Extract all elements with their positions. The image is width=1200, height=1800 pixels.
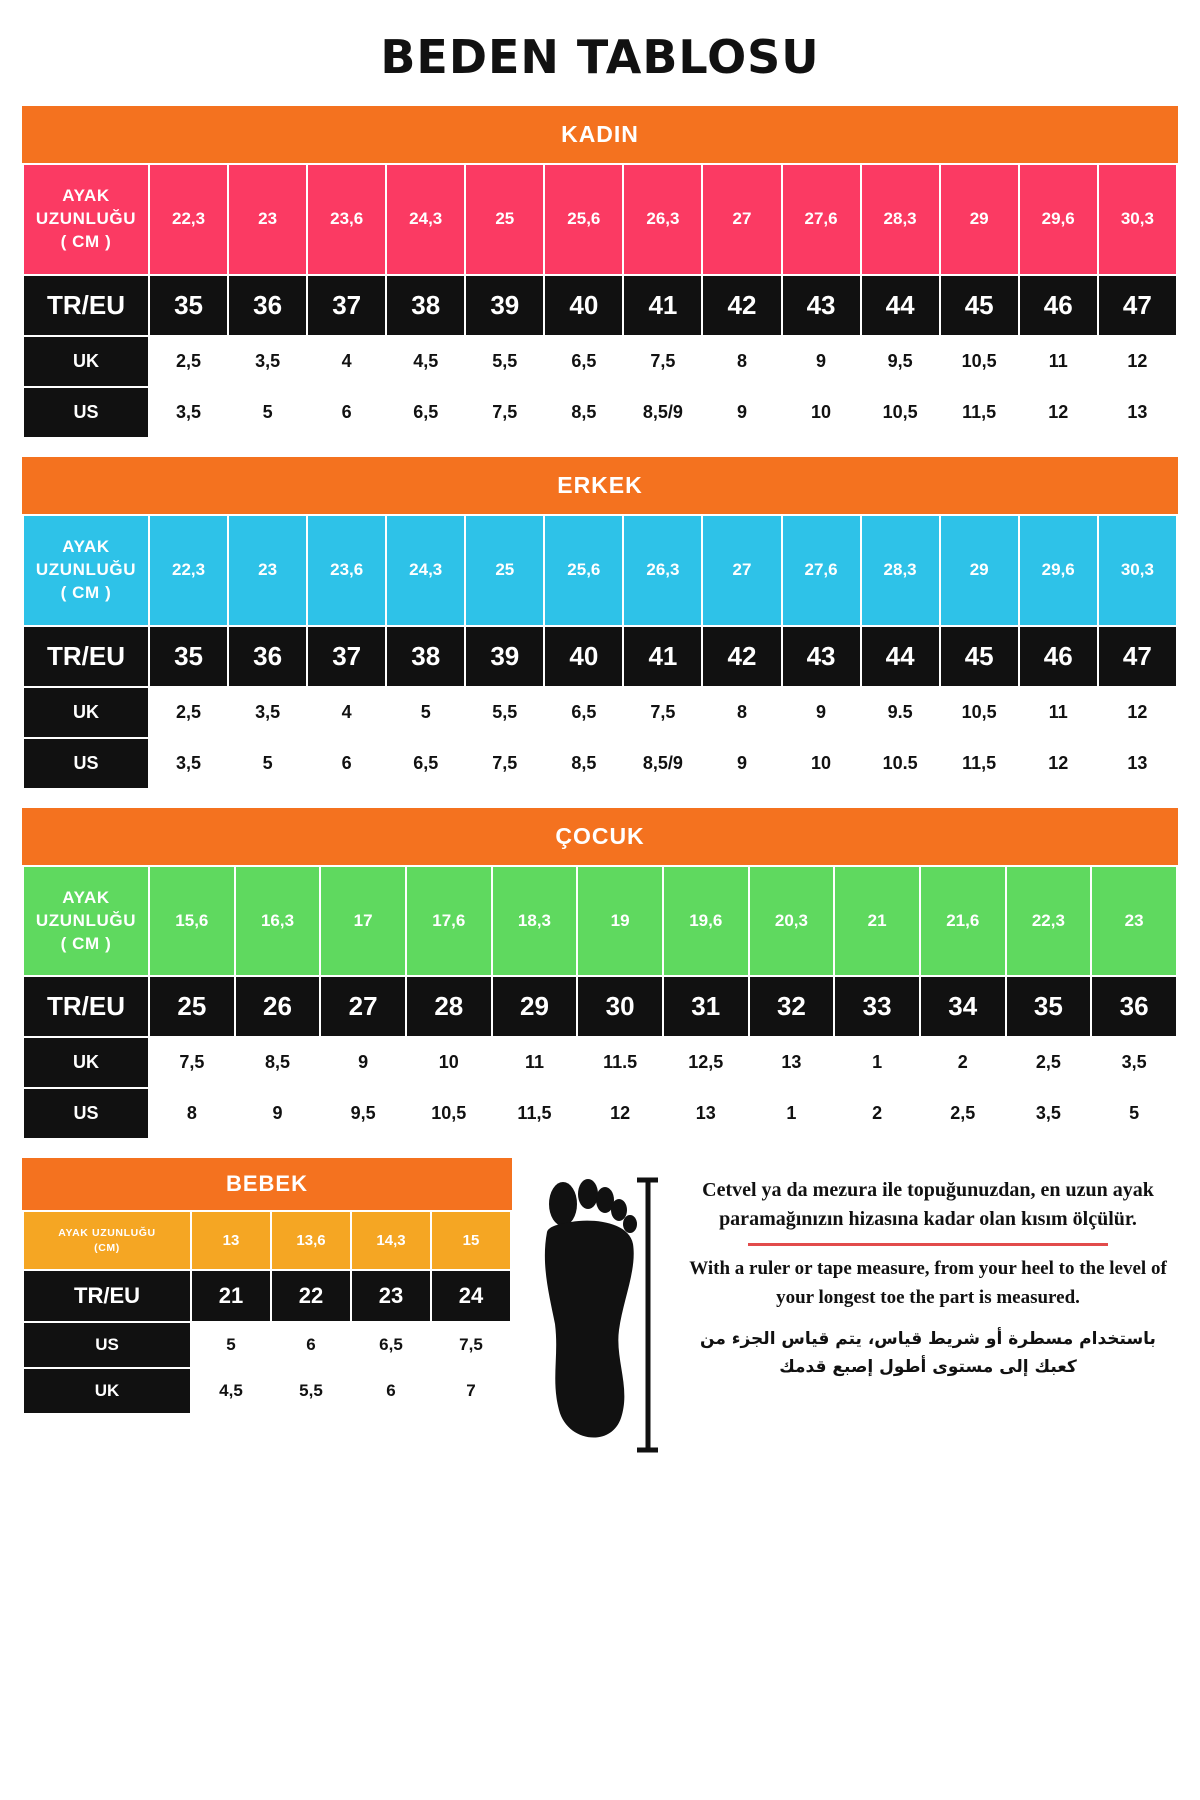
cell-cm: 23 — [1091, 866, 1177, 977]
section-title-kadin: KADIN — [22, 106, 1178, 163]
table-row-uk — [23, 1368, 511, 1414]
cell-us: 5 — [1091, 1088, 1177, 1139]
cell-uk: 9 — [782, 336, 861, 387]
cell-us: 9 — [702, 387, 781, 438]
cell-us: 8,5 — [544, 387, 623, 438]
cell-uk: 4 — [307, 336, 386, 387]
cell-us: 6,5 — [386, 387, 465, 438]
cell-cm: 30,3 — [1098, 164, 1177, 275]
cell-uk: 4,5 — [191, 1368, 271, 1414]
cell-tr-eu: 28 — [406, 976, 492, 1037]
cell-cm: 13,6 — [271, 1211, 351, 1269]
cell-cm: 26,3 — [623, 515, 702, 626]
cell-tr-eu: 37 — [307, 275, 386, 336]
cell-uk: 1 — [834, 1037, 920, 1088]
cell-us: 6 — [307, 738, 386, 789]
cell-uk: 7,5 — [623, 687, 702, 738]
cell-us: 13 — [1098, 738, 1177, 789]
row-label-uk: UK — [23, 336, 149, 387]
cell-us: 7,5 — [465, 387, 544, 438]
cell-us: 11,5 — [940, 387, 1019, 438]
cell-cm: 28,3 — [861, 164, 940, 275]
cell-tr-eu: 36 — [228, 275, 307, 336]
cell-tr-eu: 45 — [940, 626, 1019, 687]
table-row-uk — [23, 336, 1177, 387]
cell-cm: 13 — [191, 1211, 271, 1269]
cell-us: 2,5 — [920, 1088, 1006, 1139]
cell-tr-eu: 40 — [544, 626, 623, 687]
cell-cm: 29,6 — [1019, 515, 1098, 626]
cell-cm: 16,3 — [235, 866, 321, 977]
cell-cm: 15,6 — [149, 866, 235, 977]
cell-uk: 11 — [1019, 336, 1098, 387]
cell-cm: 27 — [702, 164, 781, 275]
table-row-cm — [23, 164, 1177, 275]
cell-uk: 2,5 — [1006, 1037, 1092, 1088]
cell-cm: 22,3 — [149, 164, 228, 275]
cell-tr-eu: 45 — [940, 275, 1019, 336]
table-row-tr-eu — [23, 275, 1177, 336]
cell-uk: 7,5 — [149, 1037, 235, 1088]
cell-tr-eu: 41 — [623, 275, 702, 336]
section-title-bebek: BEBEK — [22, 1158, 512, 1210]
bottom-area — [22, 1158, 1178, 1464]
measurement-instructions — [678, 1158, 1178, 1380]
cell-uk: 4,5 — [386, 336, 465, 387]
cell-us: 5 — [228, 387, 307, 438]
cell-cm: 18,3 — [492, 866, 578, 977]
cell-tr-eu: 46 — [1019, 275, 1098, 336]
cell-us: 13 — [663, 1088, 749, 1139]
row-label-uk: UK — [23, 1368, 191, 1414]
instruction-turkish: Cetvel ya da mezura ile topuğunuzdan, en uzun ayak paramağınızın hizasına kadar olan kısım ölçülür. — [702, 1179, 1154, 1231]
instruction-arabic: باستخدام مسطرة أو شريط قياس، يتم قياس الجزء من كعبك إلى مستوى أطول إصبع قدمك — [700, 1329, 1156, 1377]
cell-tr-eu: 21 — [191, 1270, 271, 1322]
cell-tr-eu: 46 — [1019, 626, 1098, 687]
row-label-uk: UK — [23, 687, 149, 738]
cell-tr-eu: 42 — [702, 275, 781, 336]
cell-cm: 19,6 — [663, 866, 749, 977]
cell-tr-eu: 32 — [749, 976, 835, 1037]
cell-cm: 15 — [431, 1211, 511, 1269]
cell-us: 6 — [271, 1322, 351, 1368]
size-table-erkek — [22, 514, 1178, 790]
cell-tr-eu: 29 — [492, 976, 578, 1037]
cell-uk: 5,5 — [465, 687, 544, 738]
cell-us: 3,5 — [149, 738, 228, 789]
cell-cm: 23 — [228, 515, 307, 626]
cell-uk: 12,5 — [663, 1037, 749, 1088]
cell-tr-eu: 22 — [271, 1270, 351, 1322]
cell-us: 3,5 — [149, 387, 228, 438]
table-row-tr-eu — [23, 976, 1177, 1037]
cell-cm: 23 — [228, 164, 307, 275]
cell-cm: 22,3 — [149, 515, 228, 626]
size-table-cocuk — [22, 865, 1178, 1141]
cell-tr-eu: 43 — [782, 626, 861, 687]
foot-measure-illustration — [530, 1158, 660, 1464]
cell-cm: 25,6 — [544, 164, 623, 275]
cell-us: 12 — [1019, 738, 1098, 789]
cell-cm: 29 — [940, 515, 1019, 626]
cell-tr-eu: 25 — [149, 976, 235, 1037]
cell-cm: 30,3 — [1098, 515, 1177, 626]
table-row-uk — [23, 687, 1177, 738]
cell-cm: 29,6 — [1019, 164, 1098, 275]
cell-uk: 2,5 — [149, 336, 228, 387]
cell-uk: 5,5 — [465, 336, 544, 387]
size-table-kadin — [22, 163, 1178, 439]
cell-cm: 28,3 — [861, 515, 940, 626]
cell-cm: 20,3 — [749, 866, 835, 977]
cell-us: 12 — [1019, 387, 1098, 438]
cell-cm: 24,3 — [386, 164, 465, 275]
table-row-cm — [23, 1211, 511, 1269]
cell-cm: 21,6 — [920, 866, 1006, 977]
cell-uk: 7 — [431, 1368, 511, 1414]
cell-us: 10 — [782, 387, 861, 438]
cell-tr-eu: 35 — [1006, 976, 1092, 1037]
cell-cm: 23,6 — [307, 515, 386, 626]
cell-tr-eu: 26 — [235, 976, 321, 1037]
cell-cm: 25,6 — [544, 515, 623, 626]
cell-uk: 6,5 — [544, 336, 623, 387]
cell-uk: 4 — [307, 687, 386, 738]
row-label-tr-eu: TR/EU — [23, 1270, 191, 1322]
cell-uk: 8 — [702, 687, 781, 738]
cell-uk: 11 — [1019, 687, 1098, 738]
cell-uk: 13 — [749, 1037, 835, 1088]
row-label-cm: AYAK UZUNLUĞU (CM) — [23, 1211, 191, 1269]
cell-tr-eu: 27 — [320, 976, 406, 1037]
divider — [748, 1243, 1108, 1246]
size-table-bebek — [22, 1210, 512, 1414]
cell-cm: 27,6 — [782, 164, 861, 275]
table-row-us — [23, 387, 1177, 438]
cell-uk: 7,5 — [623, 336, 702, 387]
cell-tr-eu: 39 — [465, 626, 544, 687]
cell-tr-eu: 44 — [861, 275, 940, 336]
cell-tr-eu: 34 — [920, 976, 1006, 1037]
cell-cm: 29 — [940, 164, 1019, 275]
cell-us: 8,5/9 — [623, 387, 702, 438]
cell-tr-eu: 47 — [1098, 626, 1177, 687]
cell-uk: 5 — [386, 687, 465, 738]
row-label-tr-eu: TR/EU — [23, 976, 149, 1037]
cell-us: 8,5/9 — [623, 738, 702, 789]
row-label-cm: AYAK UZUNLUĞU ( CM ) — [23, 515, 149, 626]
cell-us: 1 — [749, 1088, 835, 1139]
cell-us: 6,5 — [386, 738, 465, 789]
cell-cm: 26,3 — [623, 164, 702, 275]
table-row-cm — [23, 866, 1177, 977]
cell-uk: 3,5 — [1091, 1037, 1177, 1088]
cell-us: 10 — [782, 738, 861, 789]
cell-us: 13 — [1098, 387, 1177, 438]
instruction-english: With a ruler or tape measure, from your heel to the level of your longest toe the part is measured. — [689, 1258, 1167, 1308]
footprint-icon — [533, 1174, 658, 1464]
cell-us: 10.5 — [861, 738, 940, 789]
section-erkek — [22, 457, 1178, 790]
cell-uk: 8 — [702, 336, 781, 387]
section-cocuk — [22, 808, 1178, 1141]
cell-cm: 23,6 — [307, 164, 386, 275]
cell-cm: 25 — [465, 164, 544, 275]
cell-us: 6,5 — [351, 1322, 431, 1368]
section-bebek — [22, 1158, 512, 1414]
section-title-erkek: ERKEK — [22, 457, 1178, 514]
cell-tr-eu: 44 — [861, 626, 940, 687]
row-label-uk: UK — [23, 1037, 149, 1088]
cell-cm: 14,3 — [351, 1211, 431, 1269]
cell-us: 9,5 — [320, 1088, 406, 1139]
cell-tr-eu: 35 — [149, 275, 228, 336]
cell-uk: 10,5 — [940, 687, 1019, 738]
page-title: BEDEN TABLOSU — [380, 30, 820, 84]
cell-cm: 17 — [320, 866, 406, 977]
row-label-us: US — [23, 738, 149, 789]
cell-us: 7,5 — [465, 738, 544, 789]
cell-us: 10,5 — [861, 387, 940, 438]
cell-tr-eu: 35 — [149, 626, 228, 687]
cell-tr-eu: 41 — [623, 626, 702, 687]
row-label-cm: AYAK UZUNLUĞU ( CM ) — [23, 164, 149, 275]
cell-us: 8,5 — [544, 738, 623, 789]
row-label-tr-eu: TR/EU — [23, 626, 149, 687]
cell-uk: 5,5 — [271, 1368, 351, 1414]
row-label-tr-eu: TR/EU — [23, 275, 149, 336]
cell-us: 9 — [235, 1088, 321, 1139]
table-row-us — [23, 1088, 1177, 1139]
cell-tr-eu: 33 — [834, 976, 920, 1037]
cell-cm: 24,3 — [386, 515, 465, 626]
cell-uk: 9.5 — [861, 687, 940, 738]
section-kadin — [22, 106, 1178, 439]
cell-uk: 8,5 — [235, 1037, 321, 1088]
cell-uk: 10 — [406, 1037, 492, 1088]
cell-uk: 6 — [351, 1368, 431, 1414]
cell-tr-eu: 36 — [1091, 976, 1177, 1037]
cell-uk: 11.5 — [577, 1037, 663, 1088]
cell-tr-eu: 38 — [386, 275, 465, 336]
row-label-us: US — [23, 1322, 191, 1368]
cell-uk: 9 — [782, 687, 861, 738]
table-row-cm — [23, 515, 1177, 626]
cell-tr-eu: 23 — [351, 1270, 431, 1322]
row-label-us: US — [23, 1088, 149, 1139]
cell-tr-eu: 42 — [702, 626, 781, 687]
cell-us: 5 — [228, 738, 307, 789]
cell-tr-eu: 24 — [431, 1270, 511, 1322]
cell-uk: 12 — [1098, 336, 1177, 387]
cell-us: 8 — [149, 1088, 235, 1139]
cell-us: 10,5 — [406, 1088, 492, 1139]
cell-cm: 17,6 — [406, 866, 492, 977]
cell-uk: 11 — [492, 1037, 578, 1088]
cell-us: 11,5 — [492, 1088, 578, 1139]
table-row-tr-eu — [23, 1270, 511, 1322]
cell-uk: 6,5 — [544, 687, 623, 738]
cell-uk: 9 — [320, 1037, 406, 1088]
cell-cm: 25 — [465, 515, 544, 626]
cell-uk: 2,5 — [149, 687, 228, 738]
cell-uk: 12 — [1098, 687, 1177, 738]
table-row-us — [23, 738, 1177, 789]
cell-tr-eu: 36 — [228, 626, 307, 687]
cell-us: 2 — [834, 1088, 920, 1139]
cell-cm: 21 — [834, 866, 920, 977]
cell-uk: 2 — [920, 1037, 1006, 1088]
cell-tr-eu: 39 — [465, 275, 544, 336]
table-row-tr-eu — [23, 626, 1177, 687]
cell-us: 9 — [702, 738, 781, 789]
cell-uk: 10,5 — [940, 336, 1019, 387]
cell-us: 11,5 — [940, 738, 1019, 789]
cell-tr-eu: 30 — [577, 976, 663, 1037]
row-label-cm: AYAK UZUNLUĞU ( CM ) — [23, 866, 149, 977]
cell-us: 7,5 — [431, 1322, 511, 1368]
cell-uk: 3,5 — [228, 687, 307, 738]
cell-us: 3,5 — [1006, 1088, 1092, 1139]
row-label-us: US — [23, 387, 149, 438]
cell-tr-eu: 43 — [782, 275, 861, 336]
cell-tr-eu: 38 — [386, 626, 465, 687]
cell-tr-eu: 40 — [544, 275, 623, 336]
cell-tr-eu: 31 — [663, 976, 749, 1037]
cell-cm: 22,3 — [1006, 866, 1092, 977]
table-row-uk — [23, 1037, 1177, 1088]
table-row-us — [23, 1322, 511, 1368]
cell-cm: 27,6 — [782, 515, 861, 626]
cell-us: 12 — [577, 1088, 663, 1139]
cell-cm: 27 — [702, 515, 781, 626]
cell-uk: 3,5 — [228, 336, 307, 387]
cell-cm: 19 — [577, 866, 663, 977]
cell-uk: 9,5 — [861, 336, 940, 387]
section-title-cocuk: ÇOCUK — [22, 808, 1178, 865]
cell-us: 5 — [191, 1322, 271, 1368]
cell-tr-eu: 37 — [307, 626, 386, 687]
cell-us: 6 — [307, 387, 386, 438]
cell-tr-eu: 47 — [1098, 275, 1177, 336]
